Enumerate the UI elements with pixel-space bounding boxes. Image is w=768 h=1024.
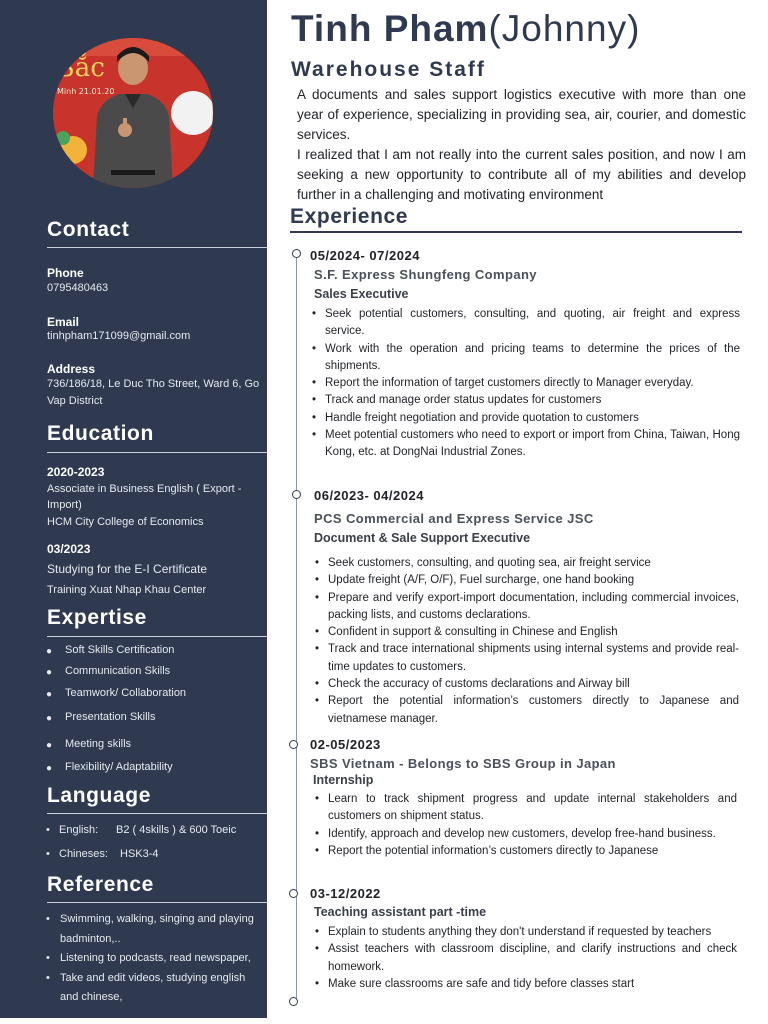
job-position: Teaching assistant part -time: [314, 905, 487, 919]
profile-photo-art: [53, 38, 213, 188]
job-bullet: • Handle freight negotiation and provide quotation to customers: [312, 411, 639, 424]
experience-divider: [290, 231, 742, 233]
job-bullet: • Make sure classrooms are safe and tidy before classes start: [315, 977, 635, 990]
job-bullet: • Update freight (A/F, O/F), Fuel surcharge, one hand booking: [315, 574, 635, 587]
expertise-item-label: Soft Skills Certification: [65, 644, 175, 656]
job-bullet-text: Learn to track shipment progress and update internal stakeholders and customers on shipment status.: [328, 793, 737, 823]
job-date: 02-05/2023: [310, 737, 381, 752]
reference-item-text: Take and edit videos, studying english and chinese,: [60, 971, 246, 1003]
job-bullets: [315, 924, 737, 993]
summary: [297, 85, 746, 205]
candidate-name: [291, 8, 640, 50]
job-bullet: • Seek potential customers, consulting, and quoting, air freight and express service.: [312, 308, 740, 338]
contact-divider: [47, 247, 267, 248]
job-date: 06/2023- 04/2024: [314, 488, 424, 503]
job-bullet-text: Meet potential customers who need to export or import from China, Taiwan, Hong Kong, etc. at DongNai Industrial Zones.: [325, 429, 740, 459]
education-divider: [47, 452, 267, 453]
job-bullet: • Meet potential customers who need to export or import from China, Taiwan, Hong Kong, etc. at DongNai Industrial Zones.: [312, 429, 740, 459]
job-bullet: • Identify, approach and develop new customers, develop free-hand business.: [315, 827, 716, 840]
education-school: Training Xuat Nhap Khau Center: [47, 584, 207, 596]
job-position: Internship: [313, 773, 374, 787]
job-bullet: • Prepare and verify export-import documentation, including commercial invoices, packing lists, and customs declarations.: [315, 591, 739, 621]
job-bullet: • Seek customers, consulting, and quoting sea, air freight service: [315, 557, 651, 569]
job-bullet: • Work with the operation and pricing teams to determine the prices of the shipments.: [312, 342, 740, 372]
contact-heading: Contact: [47, 218, 130, 241]
job-bullet-text: Seek potential customers, consulting, and quoting, air freight and express service.: [325, 308, 740, 338]
reference-item: • Listening to podcasts, read newspaper,: [46, 952, 251, 964]
reference-item-text: Listening to podcasts, read newspaper,: [60, 952, 251, 964]
experience-heading: Experience: [290, 205, 409, 228]
job-bullet-text: Report the potential information’s customers directly to Japanese and vietnamese manager.: [328, 695, 739, 725]
education-school: HCM City College of Economics: [47, 516, 204, 528]
job-bullet-text: Work with the operation and pricing teams to determine the prices of the shipments.: [325, 342, 740, 372]
job-bullet-text: Identify, approach and develop new customers, develop free-hand business.: [328, 827, 716, 840]
reference-list: [46, 910, 264, 1008]
language-level: HSK3-4: [120, 848, 159, 860]
address-value: 736/186/18, Le Duc Tho Street, Ward 6, Go Vap District: [47, 378, 260, 407]
job-bullet: • Learn to track shipment progress and update internal stakeholders and customers on shipment status.: [315, 793, 737, 823]
language-level: B2 ( 4skills ) & 600 Toeic: [116, 824, 237, 836]
reference-item: • Take and edit videos, studying english and chinese,: [46, 971, 246, 1003]
job-bullet-text: Track and trace international shipments using internal systems and provide real-time updates to customers.: [328, 643, 739, 673]
job-bullet-text: Make sure classrooms are safe and tidy before classes start: [328, 977, 635, 990]
reference-heading: Reference: [47, 873, 154, 896]
job-date: 05/2024- 07/2024: [310, 248, 420, 263]
name-text: Tinh Pham: [291, 8, 489, 49]
timeline-node: [289, 740, 298, 749]
job-bullet: • Track and trace international shipments using internal systems and provide real-time updates to customers.: [315, 643, 739, 673]
job-bullet: • Report the potential information’s customers directly to Japanese: [315, 844, 659, 857]
reference-item-text: Swimming, walking, singing and playing badminton,..: [60, 913, 254, 945]
photo-banner-text: Sắc: [57, 53, 105, 83]
job-title: Warehouse Staff: [291, 58, 486, 81]
profile-photo: [53, 38, 213, 188]
language-name: Chineses:: [59, 848, 108, 860]
timeline-node: [292, 249, 301, 258]
education-year: 03/2023: [47, 542, 91, 556]
language-heading: Language: [47, 784, 151, 807]
phone-label: Phone: [47, 266, 84, 280]
phone-value: 0795480463: [47, 282, 109, 294]
sidebar: Sắc Minh 21.01.20 Contact Phone 0795480463 Email tinhpham171099@gmail.com Address 736/186/18, Le Duc Tho Street, Ward 6, Go Vap District Education 2020-2023 Associate in Business English ( Export - Import) HCM City College of Economics 03/2023 Studying for the E-I Certificate Training Xuat Nhap Khau Center Expertise ● Soft Skills Certification ● Communication Skills ● Teamwork/ Collaboration ● Presentation Skills ● Meeting skills ● Flexibility/ Adaptability Language • English: B2 ( 4skills ) & 600 Toeic • Chineses: HSK3-4 Reference • Swimming, walking, singing and playing badminton,.. • Listening to podcasts, read newspaper, • Take and edit videos, studying english and chinese,: [0, 0, 267, 1018]
job-bullet-text: Prepare and verify export-import documentation, including commercial invoices, packing lists, and customs declarations.: [328, 591, 739, 621]
job-position: Sales Executive: [314, 287, 409, 301]
summary-paragraph: A documents and sales support logistics executive with more than one year of experience, specializing in providing sea, air, courier, and domestic services.: [297, 87, 746, 142]
nickname-text: (Johnny): [488, 8, 641, 49]
job-company: S.F. Express Shungfeng Company: [314, 267, 537, 282]
expertise-item-label: Communication Skills: [65, 665, 171, 677]
email-value[interactable]: tinhpham171099@gmail.com: [47, 330, 191, 342]
reference-item: • Swimming, walking, singing and playing badminton,..: [46, 913, 254, 945]
job-bullet: • Explain to students anything they don't understand if requested by teachers: [315, 926, 712, 938]
job-bullet-text: Confident in support & consulting in Chinese and English: [328, 626, 618, 639]
job-bullets: [315, 555, 739, 728]
job-bullet: • Report the potential information’s customers directly to Japanese and vietnamese manager.: [315, 695, 739, 725]
job-date: 03-12/2022: [310, 886, 381, 901]
timeline-node: [289, 889, 298, 898]
timeline-node: [292, 490, 301, 499]
photo-banner-sub: Minh 21.01.20: [57, 87, 115, 96]
job-bullet-text: Track and manage order status updates for customers: [325, 394, 602, 407]
job-bullet-text: Report the potential information’s customers directly to Japanese: [328, 844, 659, 857]
job-bullet-text: Handle freight negotiation and provide quotation to customers: [325, 411, 639, 424]
job-bullet-text: Explain to students anything they don't understand if requested by teachers: [328, 926, 712, 938]
job-bullet: • Track and manage order status updates for customers: [312, 394, 602, 407]
job-bullet-text: Seek customers, consulting, and quoting sea, air freight service: [328, 557, 651, 569]
education-heading: Education: [47, 422, 154, 445]
job-position: Document & Sale Support Executive: [314, 531, 531, 545]
expertise-item-label: Meeting skills: [65, 738, 132, 750]
job-bullet-text: Check the accuracy of customs declarations and Airway bill: [328, 678, 630, 691]
summary-paragraph: I realized that I am not really into the current sales position, and now I am seeking a new opportunity to contribute all of my abilities and develop further in a challenging and motivating environment: [297, 147, 746, 202]
job-company: SBS Vietnam - Belongs to SBS Group in Japan: [310, 756, 616, 771]
expertise-item-label: Teamwork/ Collaboration: [65, 687, 187, 699]
job-bullet-text: Assist teachers with classroom discipline, and clarify instructions and check homework.: [328, 943, 737, 973]
job-bullets: [312, 306, 740, 462]
job-bullet: • Assist teachers with classroom discipline, and clarify instructions and check homework.: [315, 943, 737, 973]
job-bullet: • Check the accuracy of customs declarations and Airway bill: [315, 678, 630, 691]
job-bullet: • Report the information of target customers directly to Manager everyday.: [312, 377, 694, 390]
email-label: Email: [47, 315, 80, 329]
expertise-heading: Expertise: [47, 606, 147, 629]
language-divider: [47, 813, 267, 814]
job-bullet-text: Report the information of target customers directly to Manager everyday.: [325, 377, 694, 390]
language-name: English:: [59, 824, 99, 836]
expertise-item-label: Presentation Skills: [65, 711, 156, 723]
reference-divider: [47, 902, 267, 903]
education-degree: Associate in Business English ( Export - Import): [47, 483, 242, 511]
address-label: Address: [47, 362, 96, 376]
timeline-node: [289, 997, 298, 1006]
education-year: 2020-2023: [47, 465, 105, 479]
job-bullet-text: Update freight (A/F, O/F), Fuel surcharge, one hand booking: [328, 574, 635, 587]
expertise-divider: [47, 636, 267, 637]
job-bullet: • Confident in support & consulting in Chinese and English: [315, 626, 618, 639]
expertise-item-label: Flexibility/ Adaptability: [65, 761, 173, 773]
job-company: PCS Commercial and Express Service JSC: [314, 511, 594, 526]
education-degree: Studying for the E-I Certificate: [47, 562, 208, 576]
job-bullets: [315, 791, 737, 860]
